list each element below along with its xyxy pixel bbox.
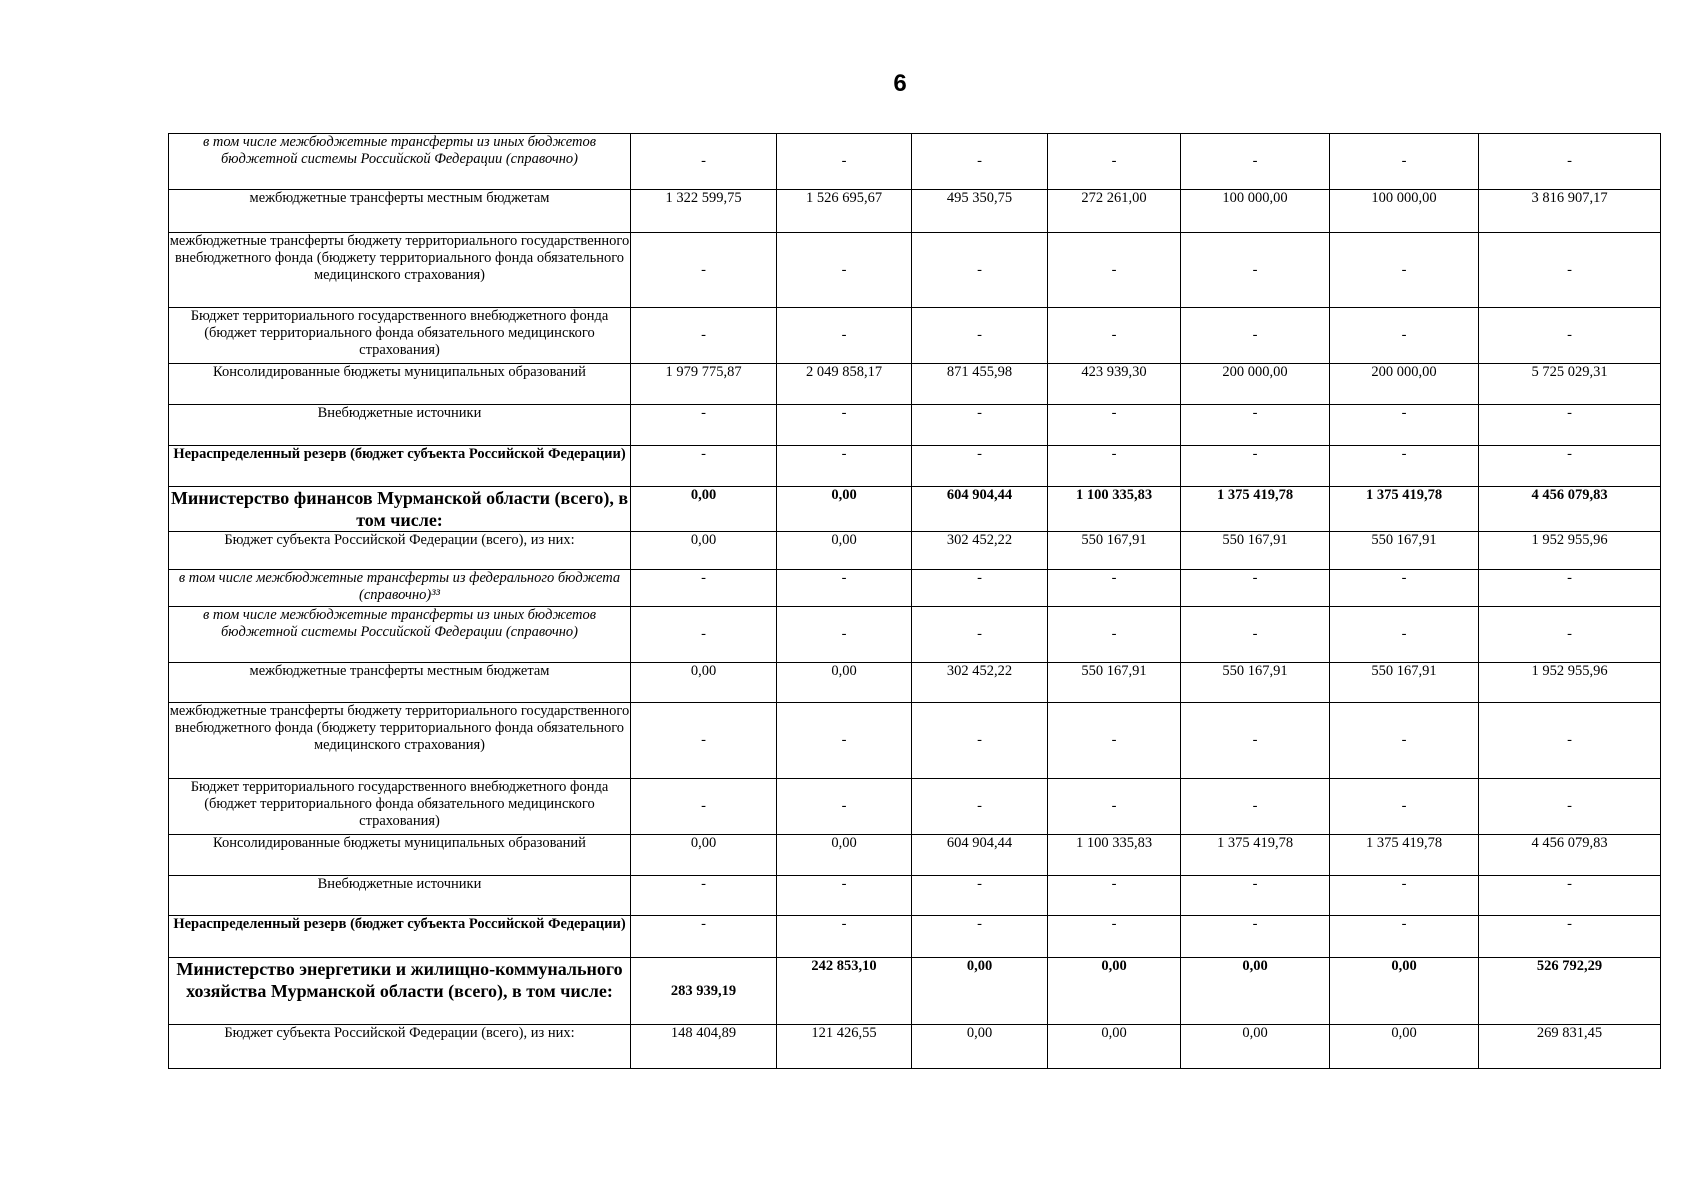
value-cell: 550 167,91 (1181, 532, 1330, 570)
row-label: в том числе межбюджетные трансферты из иных бюджетов бюджетной системы Российской Федерации (справочно) (169, 607, 631, 663)
value-cell: 871 455,98 (912, 364, 1048, 405)
value-cell: 0,00 (631, 487, 777, 532)
value-cell: - (631, 134, 777, 190)
value-cell: 100 000,00 (1330, 190, 1479, 233)
value-cell: 0,00 (631, 835, 777, 876)
value-cell: - (631, 916, 777, 958)
value-cell: 550 167,91 (1048, 663, 1181, 703)
value-cell: 242 853,10 (777, 958, 912, 1025)
value-cell: - (1330, 703, 1479, 779)
value-cell: - (912, 233, 1048, 308)
budget-table (168, 133, 1661, 1069)
value-cell: - (631, 308, 777, 364)
value-cell: - (912, 703, 1048, 779)
value-cell: 0,00 (777, 487, 912, 532)
value-cell: 0,00 (1181, 958, 1330, 1025)
table-row (169, 916, 1661, 958)
value-cell: - (1181, 134, 1330, 190)
value-cell: 0,00 (631, 532, 777, 570)
value-cell: - (1048, 703, 1181, 779)
table-row (169, 663, 1661, 703)
value-cell: - (1479, 446, 1661, 487)
value-cell: 3 816 907,17 (1479, 190, 1661, 233)
value-cell: - (631, 446, 777, 487)
table-row (169, 607, 1661, 663)
value-cell: - (631, 607, 777, 663)
value-cell: - (912, 916, 1048, 958)
value-cell: 302 452,22 (912, 663, 1048, 703)
value-cell: 0,00 (912, 1025, 1048, 1069)
value-cell: - (631, 405, 777, 446)
row-label: межбюджетные трансферты бюджету территориального государственного внебюджетного фонда (бюджету территориального фонда обязательного медицинского страхования) (169, 233, 631, 308)
value-cell: - (912, 876, 1048, 916)
table-row (169, 570, 1661, 607)
value-cell: - (1048, 779, 1181, 835)
value-cell: - (1330, 570, 1479, 607)
value-cell: - (777, 134, 912, 190)
value-cell: - (777, 233, 912, 308)
row-label: Министерство энергетики и жилищно-коммунального хозяйства Мурманской области (всего), в том числе: (169, 958, 631, 1025)
value-cell: - (1048, 607, 1181, 663)
value-cell: - (912, 607, 1048, 663)
value-cell: 1 979 775,87 (631, 364, 777, 405)
value-cell: - (912, 779, 1048, 835)
value-cell: 200 000,00 (1181, 364, 1330, 405)
value-cell: - (1479, 876, 1661, 916)
value-cell: - (1048, 134, 1181, 190)
value-cell: 0,00 (912, 958, 1048, 1025)
row-label: Консолидированные бюджеты муниципальных образований (169, 835, 631, 876)
value-cell: - (1330, 405, 1479, 446)
value-cell: - (777, 570, 912, 607)
value-cell: - (777, 607, 912, 663)
value-cell: - (1330, 446, 1479, 487)
value-cell: 1 375 419,78 (1181, 487, 1330, 532)
table-row (169, 134, 1661, 190)
row-label: Министерство финансов Мурманской области (всего), в том числе: (169, 487, 631, 532)
page-number: 6 (893, 70, 907, 97)
value-cell: 272 261,00 (1048, 190, 1181, 233)
row-label: Нераспределенный резерв (бюджет субъекта Российской Федерации) (169, 446, 631, 487)
value-cell: - (631, 876, 777, 916)
value-cell: - (1330, 134, 1479, 190)
value-cell: 121 426,55 (777, 1025, 912, 1069)
value-cell: - (1181, 446, 1330, 487)
value-cell: - (1479, 779, 1661, 835)
value-cell: - (1181, 916, 1330, 958)
table-row (169, 446, 1661, 487)
value-cell: 0,00 (777, 835, 912, 876)
value-cell: 148 404,89 (631, 1025, 777, 1069)
value-cell: - (1048, 916, 1181, 958)
value-cell: - (912, 446, 1048, 487)
value-cell: - (777, 446, 912, 487)
value-cell: - (1181, 703, 1330, 779)
value-cell: 269 831,45 (1479, 1025, 1661, 1069)
value-cell: - (1479, 703, 1661, 779)
row-label: Бюджет территориального государственного внебюджетного фонда (бюджет территориального фонда обязательного медицинского страхования) (169, 779, 631, 835)
value-cell: - (912, 134, 1048, 190)
value-cell: - (1181, 405, 1330, 446)
value-cell: - (1048, 570, 1181, 607)
value-cell: 526 792,29 (1479, 958, 1661, 1025)
value-cell: - (1048, 308, 1181, 364)
value-cell: 302 452,22 (912, 532, 1048, 570)
value-cell: - (1048, 405, 1181, 446)
value-cell: 0,00 (1181, 1025, 1330, 1069)
value-cell: - (1330, 233, 1479, 308)
value-cell: - (631, 703, 777, 779)
row-label: Внебюджетные источники (169, 405, 631, 446)
value-cell: - (1181, 570, 1330, 607)
value-cell: - (1330, 779, 1479, 835)
row-label: Бюджет субъекта Российской Федерации (всего), из них: (169, 1025, 631, 1069)
value-cell: - (912, 405, 1048, 446)
value-cell: 1 375 419,78 (1330, 487, 1479, 532)
value-cell: 550 167,91 (1048, 532, 1181, 570)
table-row (169, 364, 1661, 405)
table-row (169, 958, 1661, 1025)
row-label: Бюджет территориального государственного внебюджетного фонда (бюджет территориального фонда обязательного медицинского страхования) (169, 308, 631, 364)
value-cell: 2 049 858,17 (777, 364, 912, 405)
value-cell: - (631, 779, 777, 835)
value-cell: - (1181, 308, 1330, 364)
row-label: в том числе межбюджетные трансферты из иных бюджетов бюджетной системы Российской Федерации (справочно) (169, 134, 631, 190)
table-row (169, 233, 1661, 308)
value-cell: - (1181, 779, 1330, 835)
value-cell: 550 167,91 (1330, 663, 1479, 703)
value-cell: 200 000,00 (1330, 364, 1479, 405)
value-cell: - (1479, 607, 1661, 663)
value-cell: 1 952 955,96 (1479, 532, 1661, 570)
value-cell: - (777, 876, 912, 916)
table-body (169, 134, 1661, 1069)
value-cell: - (1330, 308, 1479, 364)
value-cell: - (1479, 916, 1661, 958)
value-cell: - (1048, 233, 1181, 308)
value-cell: - (1330, 607, 1479, 663)
value-cell: 550 167,91 (1181, 663, 1330, 703)
value-cell: 0,00 (1048, 1025, 1181, 1069)
value-cell: - (631, 233, 777, 308)
value-cell: - (631, 570, 777, 607)
value-cell: - (1479, 570, 1661, 607)
value-cell: - (1330, 876, 1479, 916)
table-row (169, 779, 1661, 835)
value-cell: 1 100 335,83 (1048, 835, 1181, 876)
value-cell: - (1479, 308, 1661, 364)
value-cell: - (777, 308, 912, 364)
table-row (169, 190, 1661, 233)
value-cell: 495 350,75 (912, 190, 1048, 233)
value-cell: 604 904,44 (912, 835, 1048, 876)
value-cell: 4 456 079,83 (1479, 835, 1661, 876)
value-cell: 423 939,30 (1048, 364, 1181, 405)
value-cell: - (1479, 134, 1661, 190)
value-cell: - (1048, 876, 1181, 916)
value-cell: - (777, 703, 912, 779)
row-label: Бюджет субъекта Российской Федерации (всего), из них: (169, 532, 631, 570)
value-cell: - (912, 570, 1048, 607)
row-label: межбюджетные трансферты местным бюджетам (169, 190, 631, 233)
table-row (169, 1025, 1661, 1069)
row-label: межбюджетные трансферты бюджету территориального государственного внебюджетного фонда (бюджету территориального фонда обязательного медицинского страхования) (169, 703, 631, 779)
value-cell: 550 167,91 (1330, 532, 1479, 570)
row-label: в том числе межбюджетные трансферты из федерального бюджета (справочно)³³ (169, 570, 631, 607)
value-cell: 1 100 335,83 (1048, 487, 1181, 532)
value-cell: - (1330, 916, 1479, 958)
value-cell: 1 526 695,67 (777, 190, 912, 233)
row-label: Внебюджетные источники (169, 876, 631, 916)
value-cell: - (777, 779, 912, 835)
value-cell: 5 725 029,31 (1479, 364, 1661, 405)
value-cell: 0,00 (1048, 958, 1181, 1025)
value-cell: 604 904,44 (912, 487, 1048, 532)
value-cell: - (1181, 876, 1330, 916)
value-cell: 4 456 079,83 (1479, 487, 1661, 532)
value-cell: - (1479, 233, 1661, 308)
table-row (169, 532, 1661, 570)
row-label: межбюджетные трансферты местным бюджетам (169, 663, 631, 703)
table-row (169, 703, 1661, 779)
row-label: Нераспределенный резерв (бюджет субъекта Российской Федерации) (169, 916, 631, 958)
table-row (169, 405, 1661, 446)
value-cell: 0,00 (777, 532, 912, 570)
value-cell: 1 322 599,75 (631, 190, 777, 233)
table-row (169, 308, 1661, 364)
value-cell: 0,00 (1330, 1025, 1479, 1069)
value-cell: 0,00 (1330, 958, 1479, 1025)
value-cell: 1 952 955,96 (1479, 663, 1661, 703)
value-cell: 1 375 419,78 (1330, 835, 1479, 876)
value-cell: - (912, 308, 1048, 364)
value-cell: 0,00 (631, 663, 777, 703)
value-cell: 283 939,19 (631, 958, 777, 1025)
table-row (169, 487, 1661, 532)
value-cell: 1 375 419,78 (1181, 835, 1330, 876)
row-label: Консолидированные бюджеты муниципальных образований (169, 364, 631, 405)
value-cell: - (1181, 607, 1330, 663)
table-row (169, 876, 1661, 916)
value-cell: 100 000,00 (1181, 190, 1330, 233)
value-cell: - (777, 916, 912, 958)
value-cell: - (1048, 446, 1181, 487)
value-cell: - (1181, 233, 1330, 308)
value-cell: 0,00 (777, 663, 912, 703)
table-row (169, 835, 1661, 876)
value-cell: - (1479, 405, 1661, 446)
value-cell: - (777, 405, 912, 446)
